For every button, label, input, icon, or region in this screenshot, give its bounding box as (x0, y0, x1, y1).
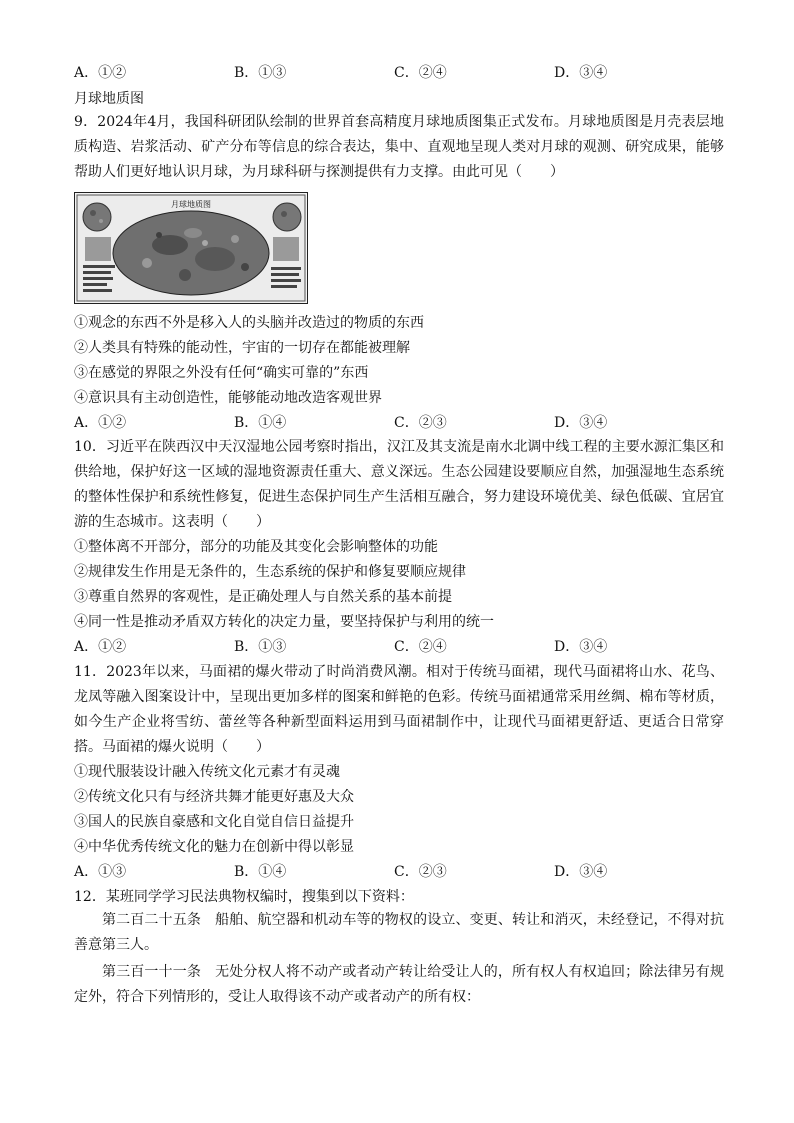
option-d[interactable]: D．③④ (554, 639, 608, 655)
option-c[interactable]: C．②④ (394, 65, 447, 81)
q9-statement-4: ④意识具有主动创造性，能够能动地改造客观世界 (74, 390, 382, 406)
q12-article-311: 第三百一十一条 无处分权人将不动产或者动产转让给受让人的，所有权人有权追回；除法律另有规定外，符合下列情形的，受让人取得该不动产或者动产的所有权： (74, 964, 724, 1005)
option-c[interactable]: C．②③ (394, 864, 447, 880)
moon-map-illustration (75, 193, 307, 303)
q11-statement-1: ①现代服装设计融入传统文化元素才有灵魂 (74, 764, 340, 780)
moon-geology-map-figure (74, 192, 308, 304)
option-a[interactable]: A．①② (74, 639, 127, 655)
q9-statement-3: ③在感觉的界限之外没有任何“确实可靠的”东西 (74, 365, 369, 381)
option-b[interactable]: B．①③ (234, 65, 287, 81)
q9-statement-1: ①观念的东西不外是移入人的头脑并改造过的物质的东西 (74, 315, 424, 331)
q12-stem: 12．某班同学学习民法典物权编时，搜集到以下资料： (74, 889, 414, 905)
option-d[interactable]: D．③④ (554, 864, 608, 880)
option-d[interactable]: D．③④ (554, 415, 608, 431)
option-b[interactable]: B．①④ (234, 864, 287, 880)
q11-statement-3: ③国人的民族自豪感和文化自觉自信日益提升 (74, 814, 354, 830)
q11-statement-2: ②传统文化只有与经济共舞才能更好惠及大众 (74, 789, 354, 805)
option-c[interactable]: C．②③ (394, 415, 447, 431)
option-a[interactable]: A．①② (74, 415, 127, 431)
q9-options (74, 414, 734, 432)
figure-title: 月球地质图 (171, 200, 211, 209)
option-b[interactable]: B．①④ (234, 415, 287, 431)
option-a[interactable]: A．①③ (74, 864, 127, 880)
q10-statement-1: ①整体离不开部分，部分的功能及其变化会影响整体的功能 (74, 539, 438, 555)
option-a[interactable]: A．①② (74, 65, 127, 81)
q9-stem: 9．2024年4月，我国科研团队绘制的世界首套高精度月球地质图集正式发布。月球地质图是月壳表层地质构造、岩浆活动、矿产分布等信息的综合表达，集中、直观地呈现人类对月球的观测、研究成果，能够帮助人们更好地认识月球，为月球科研与探测提供有力支撑。由此可见（ ） (74, 114, 724, 180)
q12-article-225: 第二百二十五条 船舶、航空器和机动车等的物权的设立、变更、转让和消灭，未经登记，不得对抗善意第三人。 (74, 912, 724, 953)
option-c[interactable]: C．②④ (394, 639, 447, 655)
q10-options (74, 638, 734, 656)
section-heading: 月球地质图 (74, 91, 144, 107)
q11-statement-4: ④中华优秀传统文化的魅力在创新中得以彰显 (74, 839, 354, 855)
q10-statement-3: ③尊重自然界的客观性，是正确处理人与自然关系的基本前提 (74, 589, 452, 605)
q10-statement-2: ②规律发生作用是无条件的，生态系统的保护和修复要顺应规律 (74, 564, 466, 580)
q8-options (74, 64, 734, 82)
q11-stem: 11．2023年以来，马面裙的爆火带动了时尚消费风潮。相对于传统马面裙，现代马面裙将山水、花鸟、龙凤等融入图案设计中，呈现出更加多样的图案和鲜艳的色彩。传统马面裙通常采用丝绸、棉布等材质，如今生产企业将雪纺、蕾丝等各种新型面料运用到马面裙制作中，让现代马面裙更舒适、更适合日常穿搭。马面裙的爆火说明（ ） (74, 664, 724, 755)
q10-statement-4: ④同一性是推动矛盾双方转化的决定力量，要坚持保护与利用的统一 (74, 614, 494, 630)
option-b[interactable]: B．①③ (234, 639, 287, 655)
option-d[interactable]: D．③④ (554, 65, 608, 81)
q11-options (74, 863, 734, 881)
q9-statement-2: ②人类具有特殊的能动性，宇宙的一切存在都能被理解 (74, 340, 410, 356)
q10-stem: 10．习近平在陕西汉中天汉湿地公园考察时指出，汉江及其支流是南水北调中线工程的主要水源汇集区和供给地，保护好这一区域的湿地资源责任重大、意义深远。生态公园建设要顺应自然，加强湿地生态系统的整体性保护和系统性修复，促进生态保护同生产生活相互融合，努力建设环境优美、绿色低碳、宜居宜游的生态城市。这表明（ ） (74, 439, 724, 530)
